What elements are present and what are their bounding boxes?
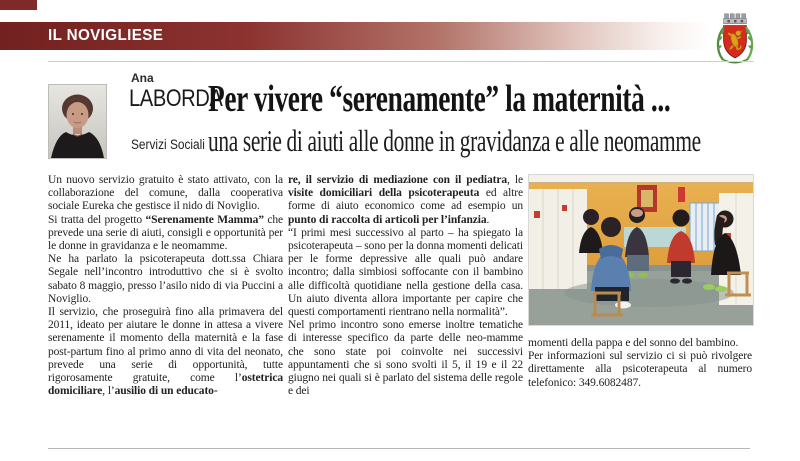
article-paragraph: Nel primo incontro sono emerse inoltre tematiche di interesse specifico da parte delle neo-mamme che sono state poi coinvolte nei successivi appuntamenti che si sono svolti il 5, il 19 e il 22 giugno nei quali si è parlato del sistema delle regole e dei bbox=[288, 319, 523, 398]
header-divider bbox=[48, 61, 754, 62]
footer-divider bbox=[48, 448, 750, 449]
article-column-2 bbox=[288, 174, 523, 398]
article-subtitle: una serie di aiuti alle donne in gravidanza e alle neomamme bbox=[208, 123, 701, 158]
article-paragraph: Un nuovo servizio gratuito è stato attivato, con la collaborazione del comune, dalla cooperativa sociale Eureka che gestisce il nido di Noviglio. bbox=[48, 174, 283, 213]
author-role: Servizi Sociali bbox=[131, 137, 205, 152]
article-paragraph: momenti della pappa e del sonno del bambino. bbox=[528, 337, 739, 349]
masthead-corner-mark bbox=[0, 0, 37, 10]
article-body bbox=[48, 174, 752, 398]
article-paragraph: Il servizio, che proseguirà fino alla primavera del 2011, ideato per aiutare le donne in attesa a vivere serenamente il momento della maternità e la fase post-partum fino al primo anno di vita del neonato, prevede una serie di opportunità, tutte rigorosamente gratuite, come l’ostetrica domiciliare, l’ausilio di un educato- bbox=[48, 306, 283, 398]
masthead-banner bbox=[0, 22, 710, 50]
mural-crown-icon bbox=[724, 14, 747, 24]
author-last-name: LABORDA bbox=[129, 85, 223, 112]
coat-of-arms-icon bbox=[712, 9, 758, 66]
author-first-name: Ana bbox=[131, 71, 154, 85]
section-label: IL NOVIGLIESE bbox=[48, 27, 164, 44]
article-paragraph: Ne ha parlato la psicoterapeuta dott.ssa Chiara Segale nell’incontro introduttivo che si è svolto sabato 8 maggio, presso l’asilo nido di via Puccini a Noviglio. bbox=[48, 253, 283, 305]
article-title: Per vivere “serenamente” la maternità ... bbox=[208, 78, 671, 120]
author-photo bbox=[48, 84, 107, 159]
article-column-3 bbox=[528, 174, 752, 398]
article-paragraph: Si tratta del progetto “Serenamente Mamma” che prevede una serie di aiuti, consigli e opportunità per le donne in gravidanza e le neomamme. bbox=[48, 213, 283, 253]
article-paragraph: re, il servizio di mediazione con il pediatra, le visite domiciliari della psicoterapeuta ed altre forme di aiuto economico come ad esempio un punto di raccolta di articoli per l’infanzia. bbox=[288, 174, 524, 226]
article-paragraph: “I primi mesi successivo al parto – ha spiegato la psicoterapeuta – sono per la donna momenti delicati per le forme depressive alle quali può andare incontro; dalla simbiosi soffocante con il bambino alle difficoltà quotidiane nella gestione della casa. Un aiuto diventa allora importante per capire che questi comportamenti rientrano nella normalità”. bbox=[288, 226, 523, 319]
article-photo bbox=[528, 174, 754, 326]
article-column-1 bbox=[48, 174, 283, 398]
article-paragraph: Per informazioni sul servizio ci si può rivolgere direttamente alla psicoterapeuta al numero telefonico: 349.6082487. bbox=[528, 350, 752, 389]
